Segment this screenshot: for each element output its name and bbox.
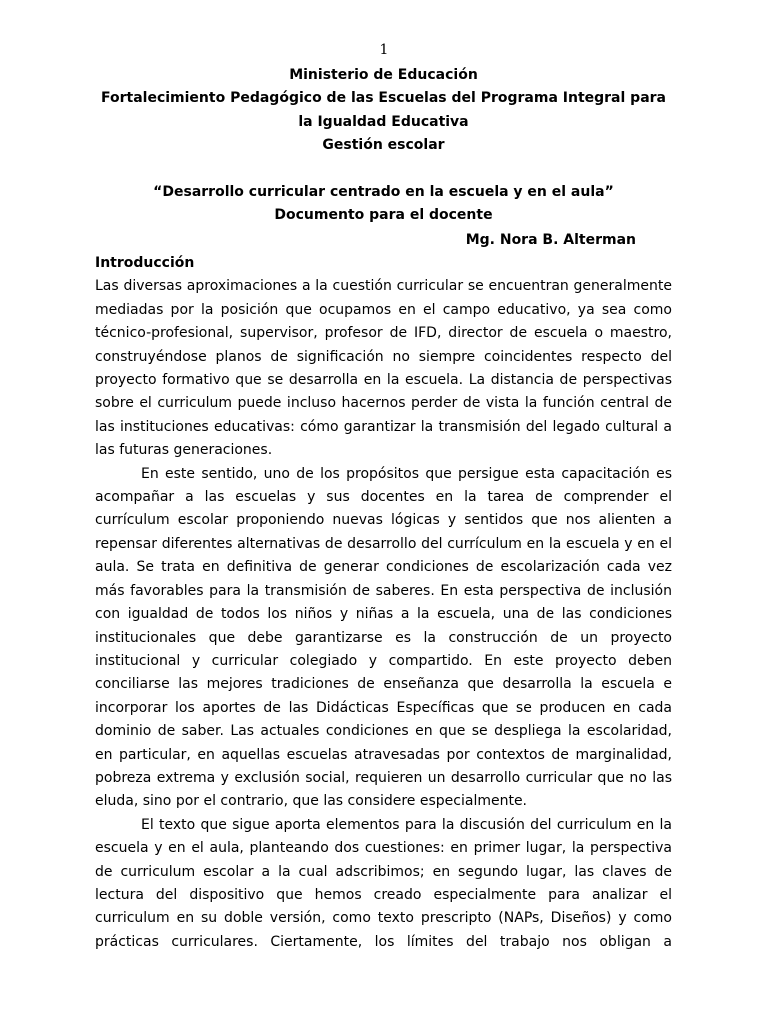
- author-name: Mg. Nora B. Alterman: [465, 232, 636, 248]
- paragraph: Las diversas aproximaciones a la cuestión curricular se encuentran generalmente mediadas por la posición que ocupamos en el campo educativo, ya sea como técnico-profesional, supervisor, profesor de IFD, director de escuela o maestro, construyéndose planos de significación no siempre coincidentes respecto del proyecto formativo que se desarrolla en la escuela. La distancia de perspectivas sobre el curriculum puede incluso hacernos perder de vista la función central de las instituciones educativas: cómo garantizar la transmisión del legado cultural a las futuras generaciones.: [95, 278, 672, 459]
- document-header: [95, 64, 672, 158]
- program-name: Fortalecimiento Pedagógico de las Escuelas del Programa Integral para la Igualdad Educativa: [101, 90, 666, 130]
- ministry-name: Ministerio de Educación: [289, 67, 478, 83]
- page-number: 1: [379, 42, 389, 58]
- section-heading: Introducción: [95, 255, 195, 271]
- document-subtitle: Documento para el docente: [274, 207, 493, 224]
- area-name: Gestión escolar: [322, 137, 445, 154]
- document-title-block: [95, 181, 672, 228]
- paragraph: El texto que sigue aporta elementos para la discusión del curriculum en la escuela y en el aula, planteando dos cuestiones: en primer lugar, la perspectiva de curriculum escolar a la cual adscribimos; en segundo lugar, las claves de lectura del dispositivo que hemos creado especialmente para analizar el curriculum en su doble versión, como texto prescripto (NAPs, Diseños) y como prácticas curriculares. Ciertamente, los límites del trabajo nos obligan a: [95, 816, 672, 950]
- document-body: [95, 252, 672, 954]
- document-title: “Desarrollo curricular centrado en la escuela y en el aula”: [153, 184, 614, 200]
- paragraph: En este sentido, uno de los propósitos que persigue esta capacitación es acompañar a las escuelas y sus docentes en la tarea de comprender el currículum escolar proponiendo nuevas lógicas y sentidos que nos alienten a repensar diferentes alternativas de desarrollo del currículum en la escuela y en el aula. Se trata en definitiva de generar condiciones de escolarización cada vez más favorables para la transmisión de saberes. En esta perspectiva de inclusión con igualdad de todos los niños y niñas a la escuela, una de las condiciones institucionales que debe garantizarse es la construcción de un proyecto institucional y curricular colegiado y compartido. En este proyecto deben conciliarse las mejores tradiciones de enseñanza que desarrolla la escuela e incorporar los aportes de las Didácticas Específicas que se producen en cada dominio de saber. Las actuales condiciones en que se despliega la escolaridad, en particular, en aquellas escuelas atravesadas por contextos de marginalidad, pobreza extrema y exclusión social, requieren un desarrollo curricular que no las eluda, sino por el contrario, que las considere especialmente.: [95, 465, 672, 810]
